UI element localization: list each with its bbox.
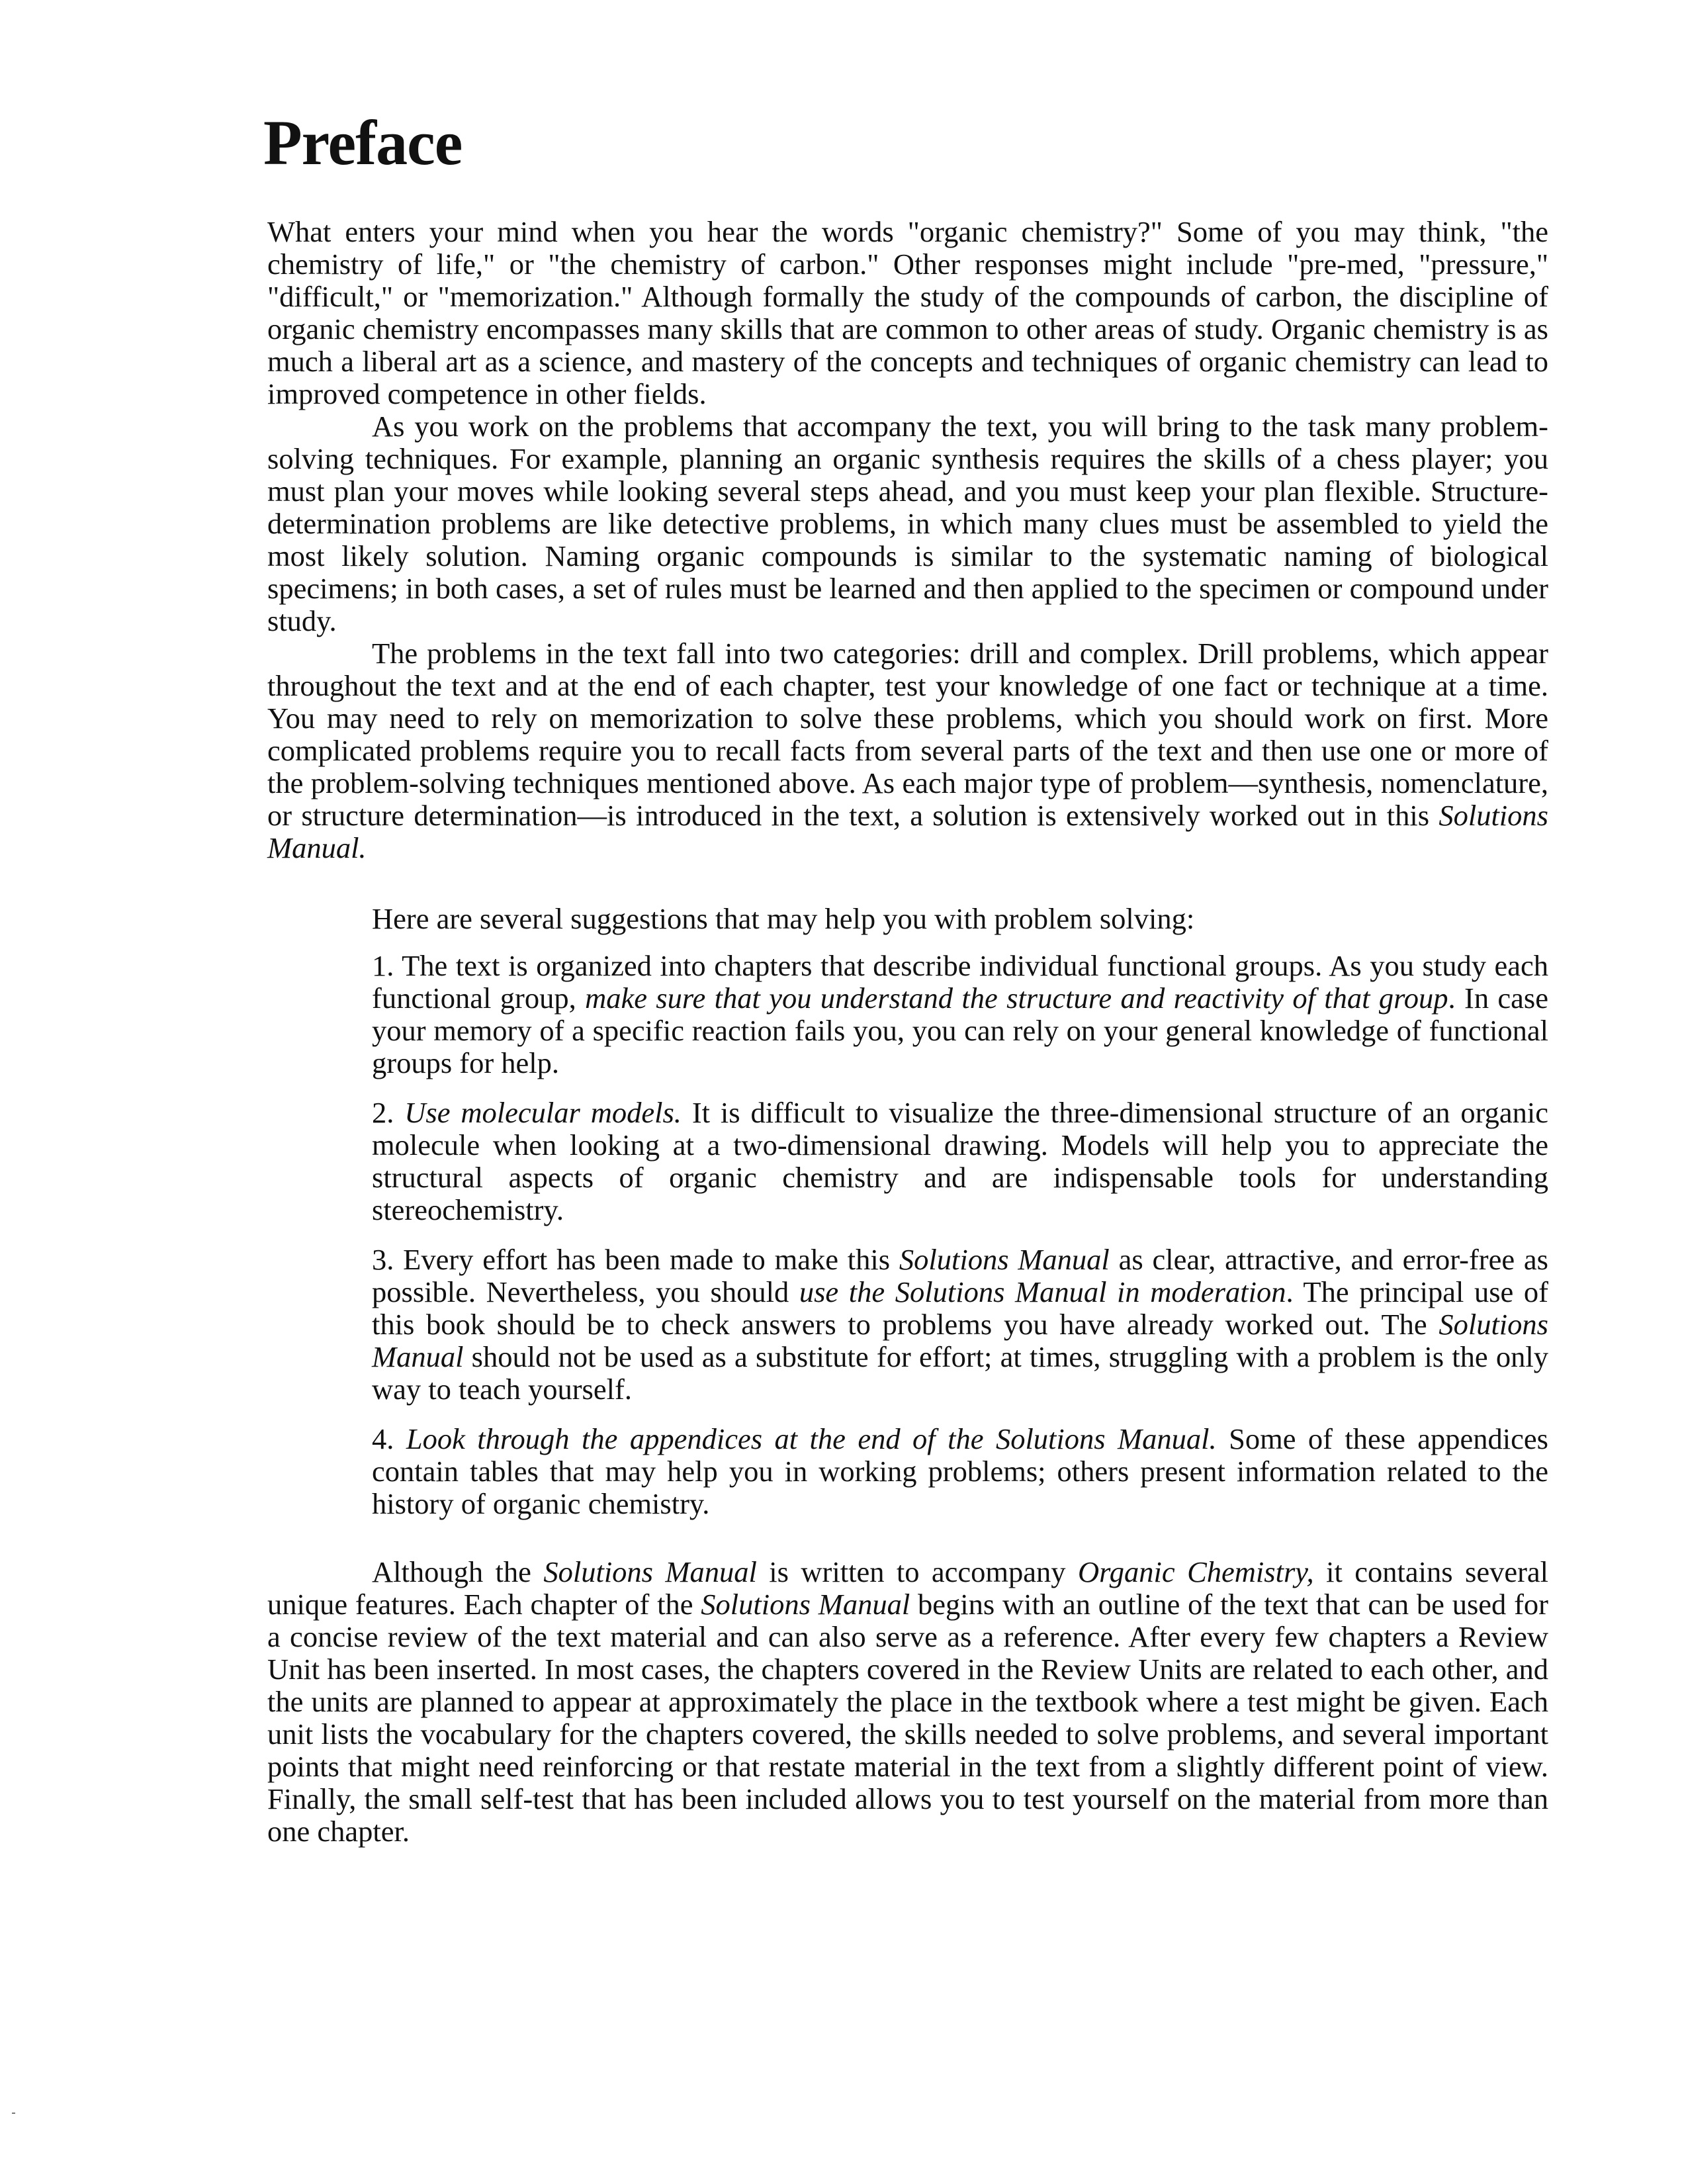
paragraph-problem-categories [267, 637, 1548, 864]
scan-mark [12, 2113, 15, 2114]
list-item-text: It is difficult to visualize the three-dimensional structure of an organic molecule when looking at a two-dimensional drawing. Models will help you to appreciate the structural aspects of organic chemistry and are indispensable tools for understanding stereochemistry. [372, 1096, 1548, 1226]
closing-text: Although the [372, 1555, 544, 1588]
list-item [372, 1423, 1548, 1520]
solutions-manual-title: Solutions Manual [701, 1588, 910, 1621]
paragraph-problem-categories-text: The problems in the text fall into two categories: drill and complex. Drill problems, which appear throughout the text and at the end of each chapter, test your knowledge of one fact or technique at a time. You may need to rely on memorization to solve these problems, which you should work on first. More complicated problems require you to recall facts from several parts of the text and then use one or more of the problem-solving techniques mentioned above. As each major type of problem—synthesis, nomenclature, or structure determination—is introduced in the text, a solution is extensively worked out in this [267, 637, 1548, 832]
list-item [372, 950, 1548, 1079]
paragraph-closing [267, 1556, 1548, 1848]
list-item-text: . In case your memory of a specific reaction fails you, you can rely on your general knowledge of functional groups for help. [372, 981, 1548, 1079]
list-item-text: 4. [372, 1422, 406, 1455]
closing-text: is written to accompany [756, 1555, 1078, 1588]
list-item-emphasis: Solutions Manual [372, 1308, 1548, 1373]
suggestions-list [267, 950, 1548, 1520]
list-item-emphasis: Look through the appendices at the end of the Solutions Manual. [406, 1422, 1217, 1455]
solutions-manual-title: Solutions Manual. [267, 799, 1548, 864]
closing-text: it contains several unique features. Each chapter of the [267, 1555, 1549, 1621]
list-item [372, 1244, 1548, 1406]
paragraph-intro: What enters your mind when you hear the words "organic chemistry?" Some of you may think, "the chemistry of life," or "the chemistry of carbon." Other responses might include "pre-med, "pressure," "difficult," or "memorization." Although formally the study of the compounds of carbon, the discipline of organic chemistry encompasses many skills that are common to other areas of study. Organic chemistry is as much a liberal art as a science, and mastery of the concepts and techniques of organic chemistry can lead to improved competence in other fields. [267, 215, 1548, 410]
list-item-emphasis: Solutions Manual [899, 1243, 1110, 1276]
list-item-text: 3. Every effort has been made to make this [372, 1243, 899, 1276]
paragraph-problem-solving: As you work on the problems that accompany the text, you will bring to the task many problem-solving techniques. For example, planning an organic synthesis requires the skills of a chess player; you must plan your moves while looking several steps ahead, and you must keep your plan flexible. Structure-determination problems are like detective problems, in which many clues must be assembled to yield the most likely solution. Naming organic compounds is similar to the systematic naming of biological specimens; in both cases, a set of rules must be learned and then applied to the specimen or compound under study. [267, 410, 1548, 637]
page-title: Preface [263, 107, 463, 178]
suggestions-intro: Here are several suggestions that may help you with problem solving: [372, 902, 1195, 935]
list-item [372, 1097, 1548, 1226]
list-item-text: Some of these appendices contain tables that may help you in working problems; others present information related to the history of organic chemistry. [372, 1422, 1548, 1520]
list-item-text: 1. The text is organized into chapters that describe individual functional groups. As you study each functional group, [372, 949, 1548, 1015]
list-item-text: . The principal use of this book should be to check answers to problems you have already worked out. The [372, 1275, 1548, 1341]
list-item-text: as clear, attractive, and error-free as possible. Nevertheless, you should [372, 1243, 1548, 1308]
list-item-text: 2. [372, 1096, 405, 1129]
list-item-emphasis: use the Solutions Manual in moderation [799, 1275, 1286, 1308]
solutions-manual-title: Solutions Manual [543, 1555, 757, 1588]
list-item-emphasis: Use molecular models. [404, 1096, 682, 1129]
list-item-text: should not be used as a substitute for effort; at times, struggling with a problem is the only way to teach yourself. [372, 1340, 1548, 1406]
preface-body [267, 216, 1548, 1848]
organic-chemistry-title: Organic Chemistry, [1077, 1555, 1314, 1588]
closing-text: begins with an outline of the text that can be used for a concise review of the text material and can also serve as a reference. After every few chapters a Review Unit has been inserted. In most cases, the chapters covered in the Review Units are related to each other, and the units are planned to appear at approximately the place in the textbook where a test might be given. Each unit lists the vocabulary for the chapters covered, the skills needed to solve problems, and several important points that might need reinforcing or that restate material in the text from a slightly different point of view. Finally, the small self-test that has been included allows you to test yourself on the material from more than one chapter. [267, 1588, 1549, 1848]
list-item-emphasis: make sure that you understand the structure and reactivity of that group [585, 981, 1448, 1015]
